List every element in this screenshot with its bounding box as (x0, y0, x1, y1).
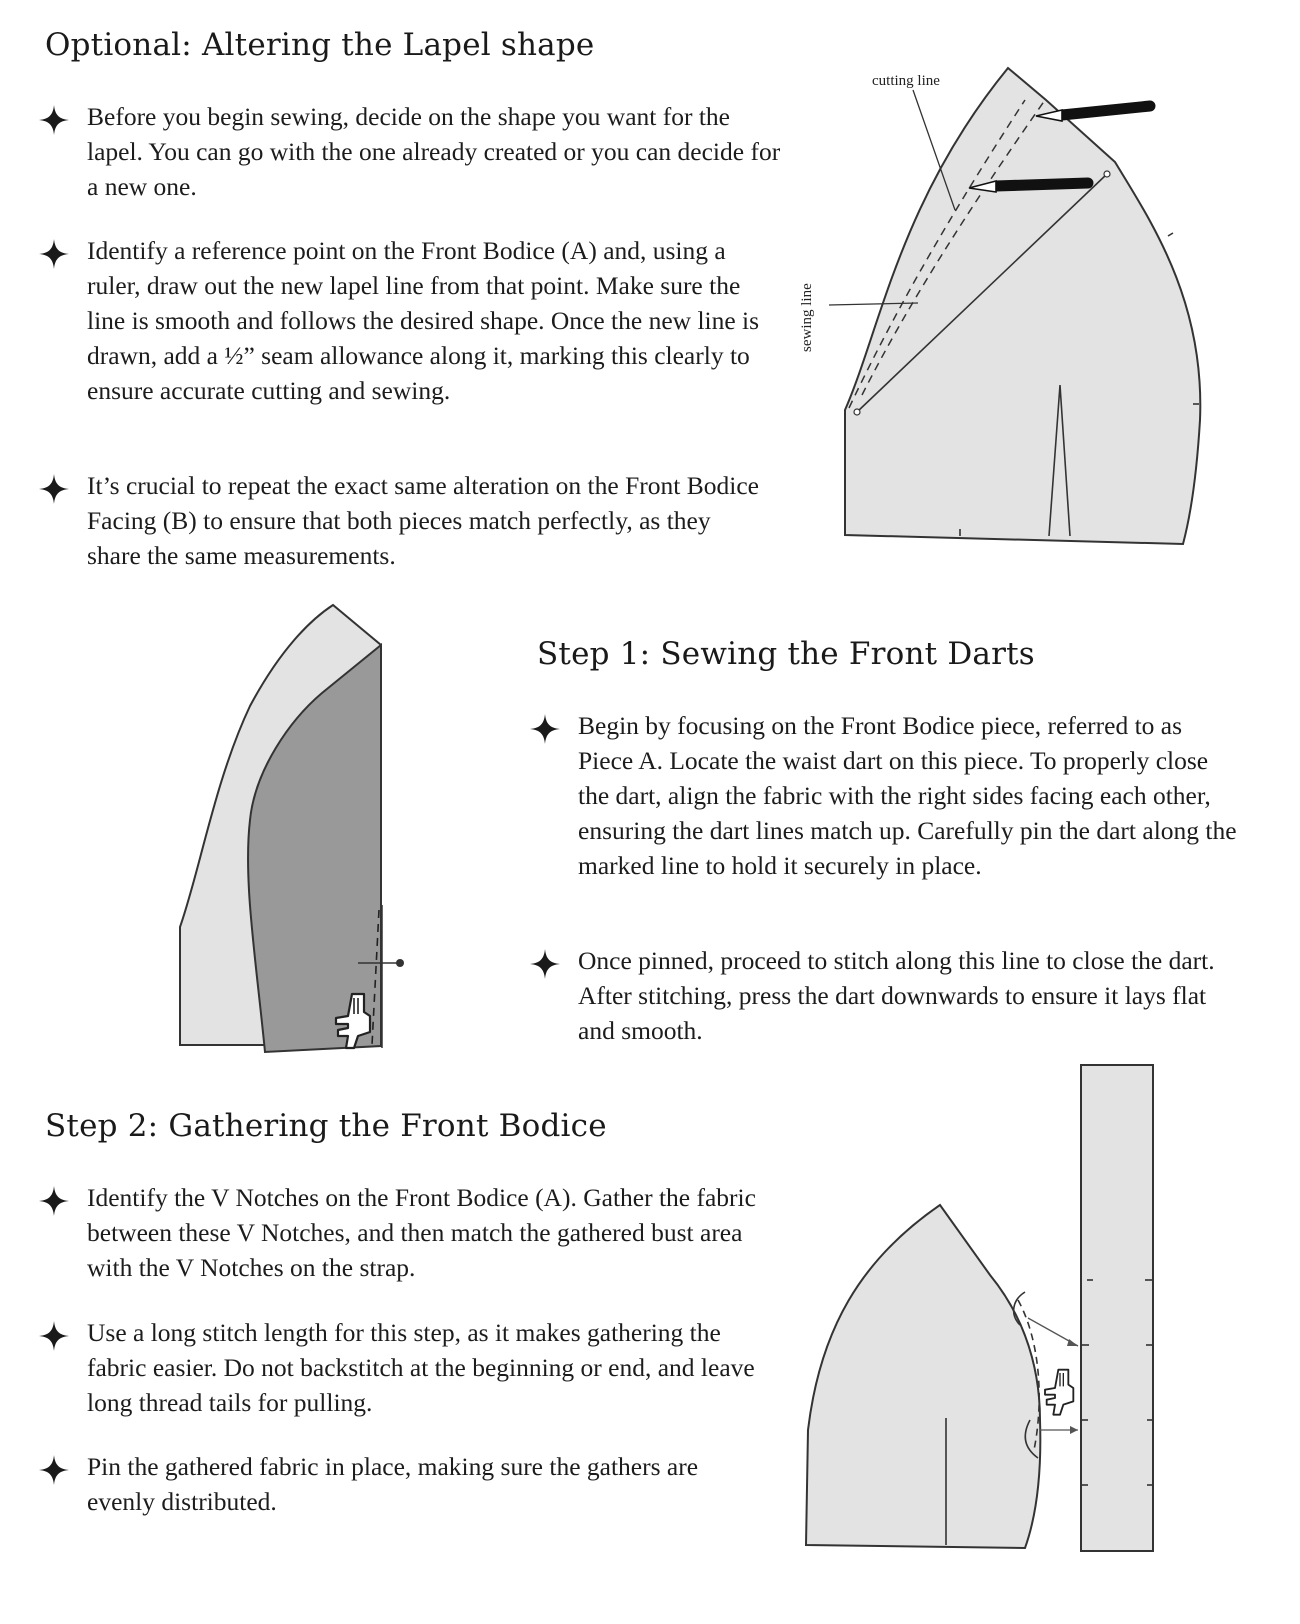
lapel-bullet-3-text: It’s crucial to repeat the exact same alteration on the Front Bodice Facing (B) to ensure that both pieces match perfectly, as they share the same measurements. (87, 471, 759, 570)
four-point-star-icon (39, 1455, 69, 1485)
four-point-star-icon (39, 1186, 69, 1216)
step1-bullet-1 (578, 708, 1238, 883)
lapel-bullet-2 (87, 233, 777, 408)
lapel-bullet-2-text: Identify a reference point on the Front Bodice (A) and, using a ruler, draw out the new lapel line from that point. Make sure the line is smooth and follows the desired shape. Once the new line is drawn, add a ½” seam allowance along it, marking this clearly to ensure accurate cutting and sewing. (87, 236, 760, 405)
four-point-star-icon (39, 105, 69, 135)
step2-section-title: Step 2: Gathering the Front Bodice (45, 1108, 607, 1144)
gathering-illustration (800, 1060, 1180, 1560)
front-dart-illustration (170, 600, 430, 1060)
step1-bullet-2 (578, 943, 1238, 1048)
lapel-bullet-1 (87, 99, 787, 204)
lapel-section-title: Optional: Altering the Lapel shape (45, 27, 595, 63)
sewing-line-label: sewing line (799, 283, 815, 352)
presser-foot-icon (1045, 1370, 1073, 1415)
four-point-star-icon (530, 949, 560, 979)
strap-piece (1081, 1065, 1153, 1551)
front-bodice-piece (845, 68, 1200, 544)
step1-bullet-1-text: Begin by focusing on the Front Bodice piece, referred to as Piece A. Locate the waist dart on this piece. To properly close the dart, align the fabric with the right sides facing each other, ensuring the dart lines match up. Carefully pin the dart along the marked line to hold it securely in place. (578, 711, 1237, 880)
four-point-star-icon (39, 1321, 69, 1351)
step2-bullet-1-text: Identify the V Notches on the Front Bodice (A). Gather the fabric between these V Notches, and then match the gathered bust area with the V Notches on the strap. (87, 1183, 756, 1282)
step2-bullet-3-text: Pin the gathered fabric in place, making sure the gathers are evenly distributed. (87, 1452, 699, 1516)
step2-bullet-2-text: Use a long stitch length for this step, as it makes gathering the fabric easier. Do not backstitch at the beginning or end, and leave long thread tails for pulling. (87, 1318, 755, 1417)
step2-bullet-3 (87, 1449, 707, 1519)
cutting-line-label: cutting line (872, 73, 940, 89)
step1-bullet-2-text: Once pinned, proceed to stitch along this line to close the dart. After stitching, press the dart downwards to ensure it lays flat and smooth. (578, 946, 1215, 1045)
four-point-star-icon (530, 714, 560, 744)
front-bodice-gathering (806, 1205, 1040, 1548)
lapel-alteration-illustration (780, 60, 1220, 560)
four-point-star-icon (39, 474, 69, 504)
step2-bullet-2 (87, 1315, 767, 1420)
four-point-star-icon (39, 239, 69, 269)
step2-bullet-1 (87, 1180, 767, 1285)
lapel-bullet-3 (87, 468, 767, 573)
step1-section-title: Step 1: Sewing the Front Darts (537, 636, 1035, 672)
lapel-bullet-1-text: Before you begin sewing, decide on the shape you want for the lapel. You can go with the one already created or you can decide for a new one. (87, 102, 781, 201)
